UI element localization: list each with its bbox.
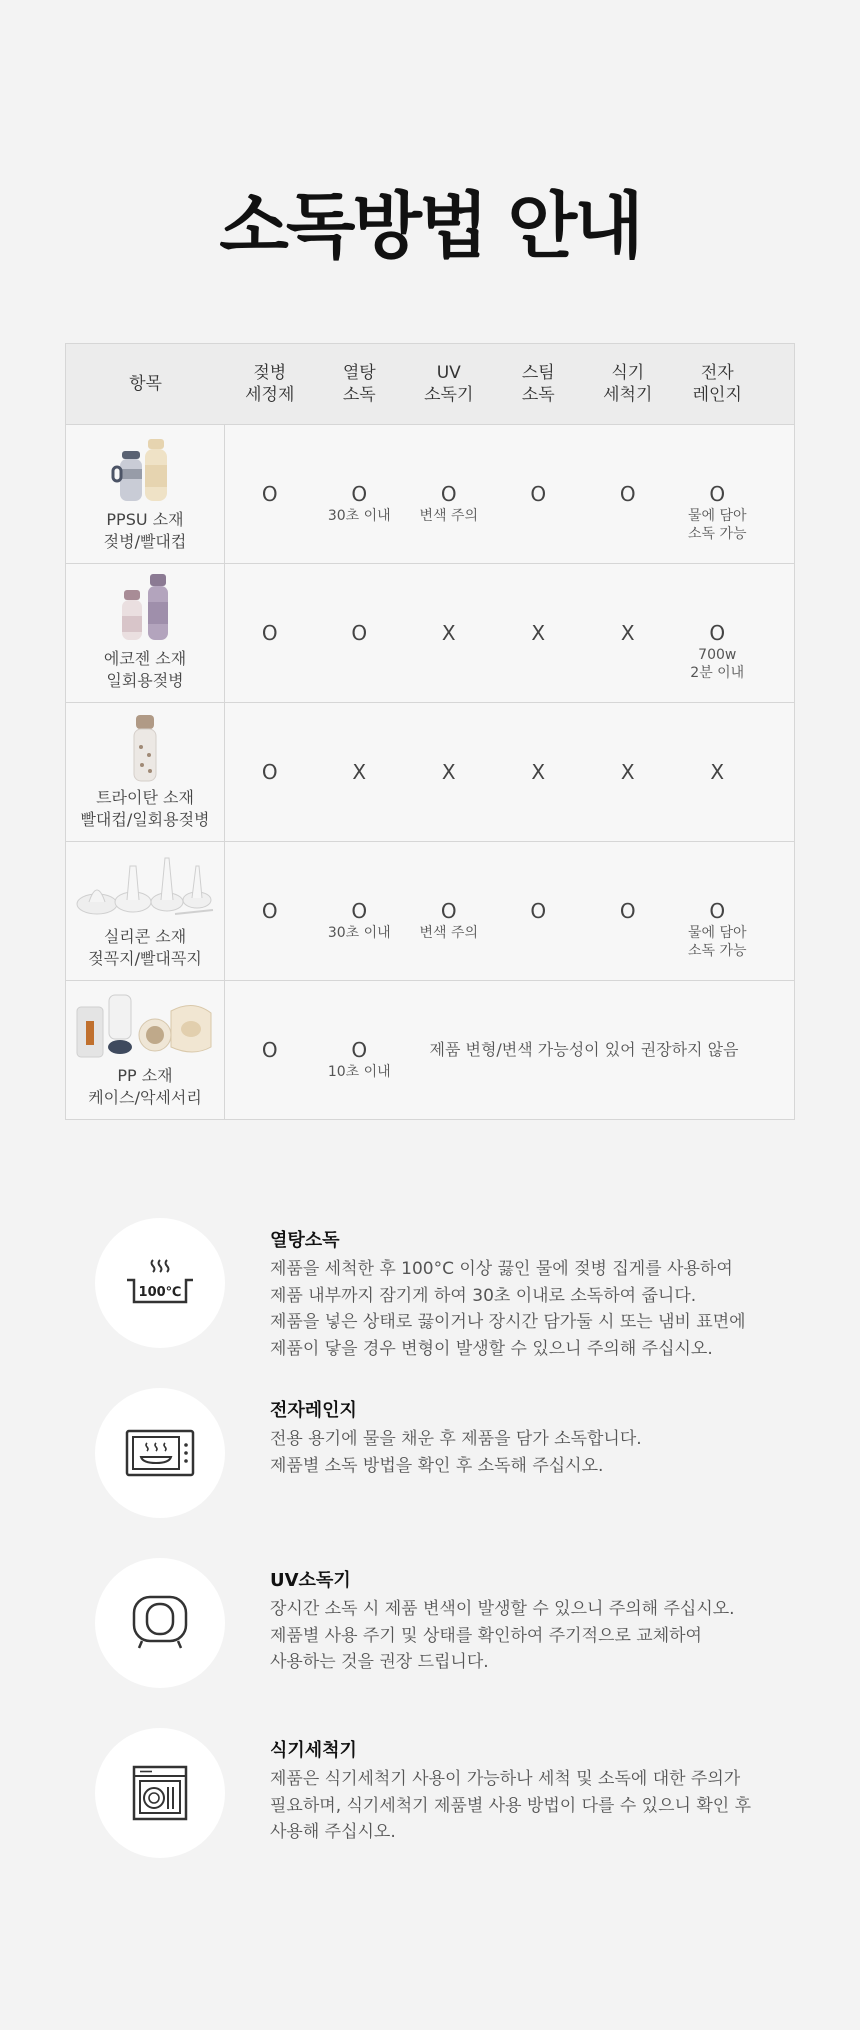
guide-title: 전자레인지 [270, 1400, 357, 1421]
cell-mark: O [709, 899, 726, 923]
row-item-cell [66, 842, 225, 980]
cell-mark: O [261, 482, 278, 506]
uv-sterilizer-icon [95, 1558, 225, 1688]
table-row [66, 841, 794, 980]
boiling-temp-label: 100℃ [138, 1285, 182, 1300]
ppsu-bottles-image [110, 433, 180, 505]
cell-mark: O [351, 621, 368, 645]
table-cell [315, 981, 405, 1119]
table-cell [494, 842, 584, 980]
cell-mark: O [619, 899, 636, 923]
cell-mark: O [261, 899, 278, 923]
table-cell [673, 425, 763, 563]
row-item-label: 실리콘 소재 젖꼭지/빨대꼭지 [88, 927, 202, 968]
header-item-label: 항목 [129, 374, 162, 394]
table-cell [583, 425, 673, 563]
cell-mark: X [441, 760, 456, 784]
cell-mark: X [352, 760, 367, 784]
dishwasher-icon [95, 1728, 225, 1858]
header-col-label: 전자 레인지 [692, 363, 742, 405]
table-cell [494, 703, 584, 841]
cell-mark: O [261, 760, 278, 784]
header-col-label: UV 소독기 [424, 363, 474, 405]
table-row [66, 563, 794, 702]
cell-note: 10초 이내 [327, 1064, 391, 1080]
table-header-row [66, 344, 794, 424]
table-cell [583, 842, 673, 980]
cell-mark: O [351, 899, 368, 923]
header-col-label: 열탕 소독 [342, 363, 376, 405]
guide-description: 장시간 소독 시 제품 변색이 발생할 수 있으니 주의해 주십시오. 제품별 사용 주기 및 상태를 확인하여 주기적으로 교체하여 사용하는 것을 권장 드립니다. [270, 1599, 735, 1672]
cell-mark: O [619, 482, 636, 506]
row-item-label: 에코젠 소재 일회용젖병 [103, 649, 187, 690]
microwave-icon [95, 1388, 225, 1518]
cell-note: 물에 담아 소독 가능 [687, 508, 747, 542]
not-recommended-note: 제품 변형/변색 가능성이 있어 권장하지 않음 [429, 1040, 739, 1059]
table-cell [225, 703, 315, 841]
cell-mark: X [531, 760, 546, 784]
table-cell [404, 842, 494, 980]
cell-mark: X [441, 621, 456, 645]
cell-mark: O [530, 899, 547, 923]
table-cell [494, 564, 584, 702]
cell-mark: X [620, 760, 635, 784]
header-col [673, 344, 763, 424]
cell-mark: O [351, 1038, 368, 1062]
cell-note: 30초 이내 [327, 925, 391, 941]
guide-dishwasher [0, 1728, 860, 1868]
table-cell [315, 425, 405, 563]
header-col [404, 344, 494, 424]
table-cell [225, 564, 315, 702]
cell-note: 30초 이내 [327, 508, 391, 524]
table-cell [673, 703, 763, 841]
header-item-cell [66, 344, 225, 424]
page-title: 소독방법 안내 [219, 184, 641, 268]
guide-title: 열탕소독 [270, 1230, 340, 1251]
table-cell [315, 842, 405, 980]
header-col [583, 344, 673, 424]
cell-note: 물에 담아 소독 가능 [687, 925, 747, 959]
cell-mark: X [710, 760, 725, 784]
cell-mark: O [261, 621, 278, 645]
cell-note: 변색 주의 [419, 925, 479, 941]
row-item-label: PP 소재 케이스/악세서리 [88, 1066, 202, 1107]
boiling-pot-icon [95, 1218, 225, 1348]
table-cell [583, 564, 673, 702]
row-item-cell [66, 564, 225, 702]
guide-description: 전용 용기에 물을 채운 후 제품을 담가 소독합니다. 제품별 소독 방법을 확인 후 소독해 주십시오. [270, 1429, 642, 1476]
guide-description: 제품을 세척한 후 100°C 이상 끓인 물에 젖병 집게를 사용하여 제품 내부까지 잠기게 하여 30초 이내로 소독하여 줍니다. 제품을 넣은 상태로 끓이거나 장시간 담가둘 시 또는 냄비 표면에 제품이 닿을 경우 변형이 발생할 수 있으니 주의해 주십시오. [270, 1259, 746, 1359]
header-col [225, 344, 315, 424]
table-cell [315, 703, 405, 841]
row-item-label: PPSU 소재 젖병/빨대컵 [103, 510, 187, 551]
guide-description: 제품은 식기세척기 사용이 가능하나 세척 및 소독에 대한 주의가 필요하며, 식기세척기 제품별 사용 방법이 다를 수 있으니 확인 후 사용해 주십시오. [270, 1769, 752, 1842]
table-row [66, 424, 794, 563]
ecozen-bottles-image [110, 572, 180, 644]
row-item-cell [66, 425, 225, 563]
table-cell [225, 842, 315, 980]
cell-mark: X [620, 621, 635, 645]
guide-title: UV소독기 [270, 1570, 351, 1591]
table-cell [404, 425, 494, 563]
table-cell [315, 564, 405, 702]
cell-note: 700w 2분 이내 [690, 647, 745, 681]
row-item-cell [66, 981, 225, 1119]
tritan-bottle-image [125, 711, 165, 783]
header-col-label: 식기 세척기 [603, 363, 653, 405]
cell-mark: O [709, 482, 726, 506]
cell-mark: O [440, 899, 457, 923]
header-col [494, 344, 584, 424]
cell-note: 변색 주의 [419, 508, 479, 524]
table-row [66, 980, 794, 1119]
cell-mark: X [531, 621, 546, 645]
table-cell [673, 842, 763, 980]
table-cell [404, 564, 494, 702]
header-col-label: 스팀 소독 [521, 363, 555, 405]
header-col-label: 젖병 세정제 [245, 363, 295, 405]
sterilization-table [65, 343, 795, 1120]
row-item-cell [66, 703, 225, 841]
cell-mark: O [351, 482, 368, 506]
table-cell [225, 981, 315, 1119]
table-cell [583, 703, 673, 841]
table-cell [404, 703, 494, 841]
silicone-nipples-image [75, 850, 215, 922]
cell-mark: O [530, 482, 547, 506]
cell-mark: O [261, 1038, 278, 1062]
guide-title: 식기세척기 [270, 1740, 357, 1761]
cell-mark: O [440, 482, 457, 506]
guide-boiling [0, 1218, 860, 1358]
pp-accessories-image [75, 989, 215, 1061]
cell-mark: O [709, 621, 726, 645]
row-item-label: 트라이탄 소재 빨대컵/일회용젖병 [80, 788, 210, 829]
header-col [315, 344, 405, 424]
table-cell [225, 425, 315, 563]
guide-microwave [0, 1388, 860, 1528]
table-cell [673, 564, 763, 702]
guide-uv [0, 1558, 860, 1698]
table-cell [494, 425, 584, 563]
table-row [66, 702, 794, 841]
